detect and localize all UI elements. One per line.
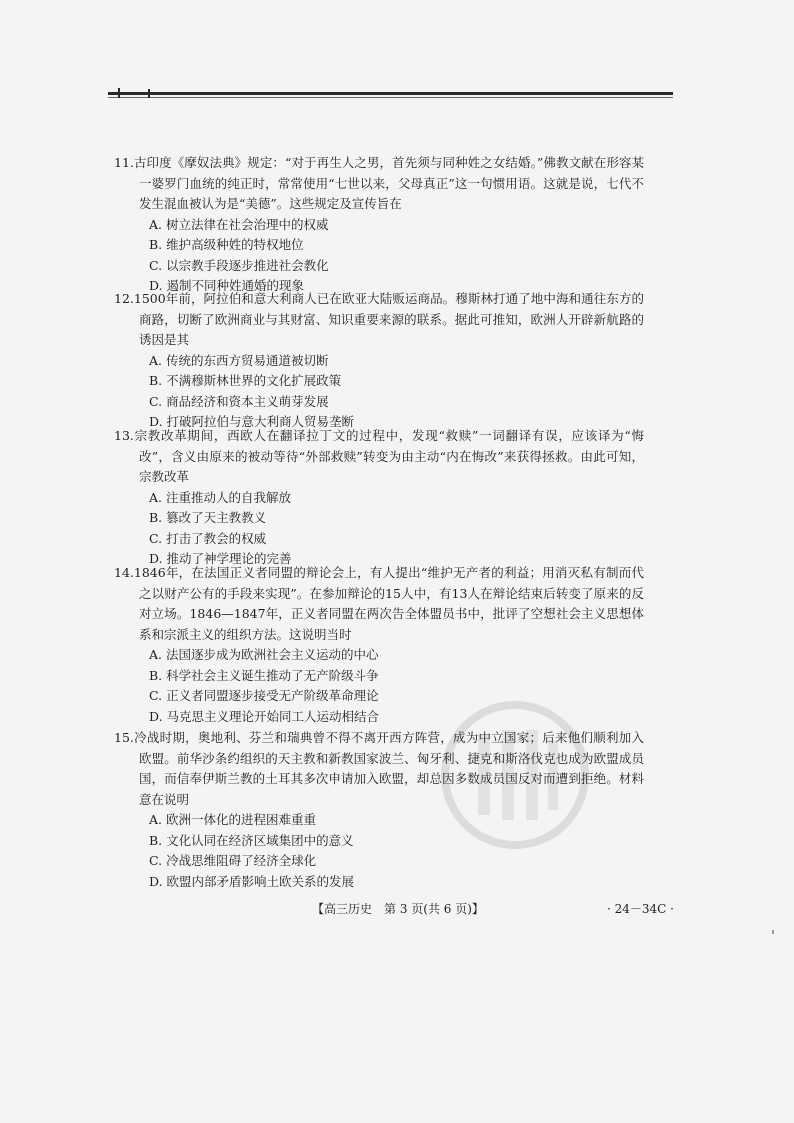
option-c: C. 打击了教会的权威 bbox=[149, 530, 267, 546]
option-a: A. 法国逐步成为欧洲社会主义运动的中心 bbox=[149, 647, 379, 662]
option-b: B. 科学社会主义诞生推动了无产阶级斗争 bbox=[149, 667, 379, 683]
option-c: C. 商品经济和资本主义萌芽发展 bbox=[149, 393, 329, 409]
option-c: C. 以宗教手段逐步推进社会教化 bbox=[149, 257, 329, 273]
question-stem: 12.1500年前，阿拉伯和意大利商人已在欧亚大陆贩运商品。穆斯林打通了地中海和通往东方的商路，切断了欧洲商业与其财富、知识重要来源的联系。据此可推知，欧洲人开辟新航路的诱因是其 bbox=[114, 291, 644, 347]
header-rule-thin bbox=[108, 97, 673, 98]
option-d: D. 遏制不同种姓通婚的现象 bbox=[149, 278, 305, 293]
question-15 bbox=[114, 728, 644, 892]
question-stem: 13.宗教改革期间，西欧人在翻译拉丁文的过程中，发现“救赎”一词翻译有误，应该译为“悔改”，含义由原来的被动等待“外部救赎”转变为由主动“内在悔改”来获得拯救。由此可知，宗教改革 bbox=[114, 428, 644, 484]
scan-speck bbox=[772, 930, 774, 934]
option-a: A. 欧洲一体化的进程困难重重 bbox=[149, 812, 316, 827]
question-14 bbox=[114, 563, 644, 727]
page-footer: 【高三历史 第 3 页(共 6 页)】 bbox=[312, 902, 484, 916]
option-a: A. 传统的东西方贸易通道被切断 bbox=[149, 352, 329, 368]
question-stem: 11.古印度《摩奴法典》规定：“对于再生人之男，首先须与同种姓之女结婚。”佛教文献在形容某一婆罗门血统的纯正时，常常使用“七世以来，父母真正”这一句惯用语。这就是说，七代不发生混血被认为是“美德”。这些规定及宣传旨在 bbox=[114, 155, 644, 211]
option-b: B. 文化认同在经济区域集团中的意义 bbox=[149, 832, 354, 848]
option-b: B. 篡改了天主教教义 bbox=[149, 510, 267, 525]
question-stem: 14.1846年，在法国正义者同盟的辩论会上，有人提出“维护无产者的利益；用消灭私有制而代之以财产公有的手段来实现”。在参加辩论的15人中，有13人在辩论结束后转变了原来的反对立场。1846—1847年，正义者同盟在两次告全体盟员书中，批评了空想社会主义思想体系和宗派主义的组织方法。这说明当时 bbox=[114, 565, 644, 642]
question-13 bbox=[114, 426, 644, 570]
option-d: D. 马克思主义理论开始同工人运动相结合 bbox=[149, 708, 380, 724]
option-d: D. 欧盟内部矛盾影响土欧关系的发展 bbox=[149, 873, 355, 889]
option-c: C. 正义者同盟逐步接受无产阶级革命理论 bbox=[149, 688, 379, 703]
exam-code: · 24－34C · bbox=[607, 902, 674, 916]
option-a: A. 树立法律在社会治理中的权威 bbox=[149, 216, 329, 232]
option-c: C. 冷战思维阻碍了经济全球化 bbox=[149, 853, 317, 868]
question-11 bbox=[114, 153, 644, 297]
header-rule bbox=[108, 92, 673, 95]
option-a: A. 注重推动人的自我解放 bbox=[149, 489, 291, 505]
option-b: B. 维护高级种姓的特权地位 bbox=[149, 237, 304, 252]
question-stem: 15.冷战时期，奥地利、芬兰和瑞典曾不得不离开西方阵营，成为中立国家；后来他们顺利加入欧盟。前华沙条约组织的天主教和新教国家波兰、匈牙利、捷克和斯洛伐克也成为欧盟成员国，而信奉伊斯兰教的土耳其多次申请加入欧盟，却总因多数成员国反对而遭到拒绝。材料意在说明 bbox=[114, 730, 644, 807]
option-d: D. 推动了神学理论的完善 bbox=[149, 551, 292, 566]
option-b: B. 不满穆斯林世界的文化扩展政策 bbox=[149, 373, 342, 388]
option-d: D. 打破阿拉伯与意大利商人贸易垄断 bbox=[149, 414, 355, 429]
header-tick bbox=[118, 88, 120, 98]
question-12 bbox=[114, 289, 644, 433]
header-tick bbox=[148, 89, 150, 98]
